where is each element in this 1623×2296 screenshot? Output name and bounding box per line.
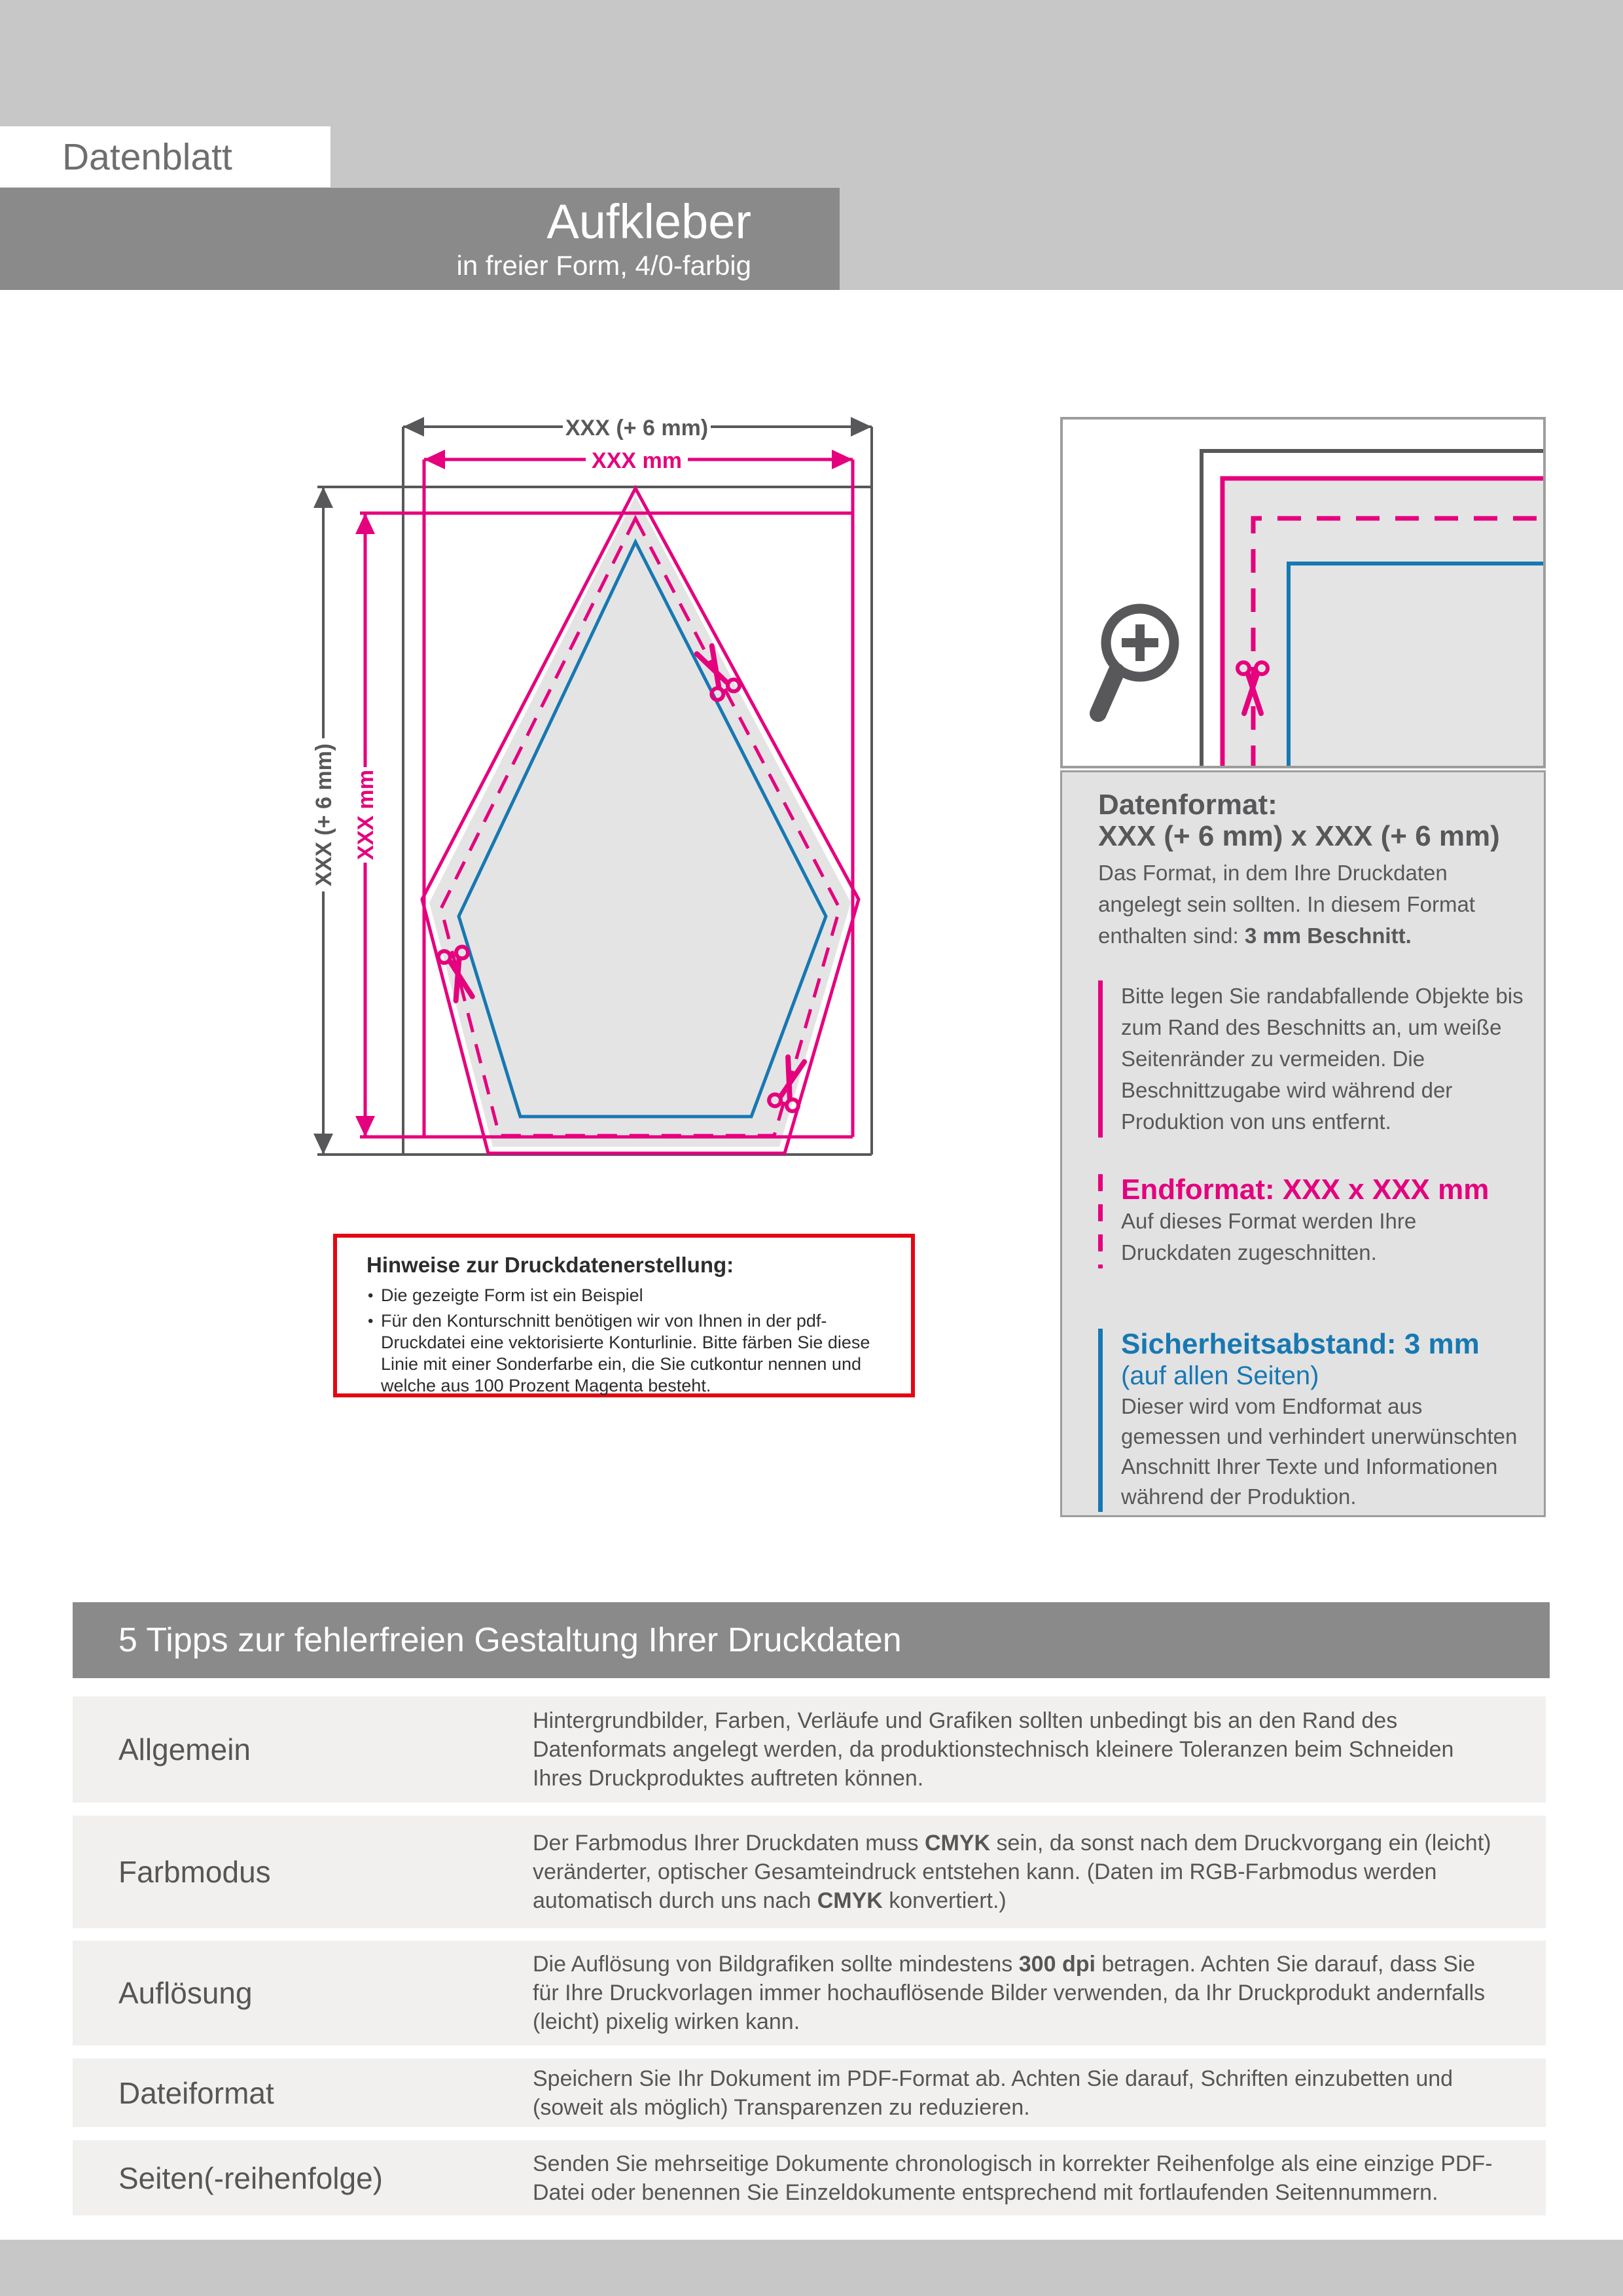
safety-description: Dieser wird vom Endformat aus gemessen und verhindert unerwünschten Anschnitt Ihrer Texte und Informationen während der Produktion. [1121,1394,1518,1509]
bleed-note-text: Bitte legen Sie randabfallende Objekte bis zum Rand des Beschnitts an, um weiße Seitenränder zu vermeiden. Die Beschnittzugabe wird während der Produktion von uns entfernt. [1121,984,1524,1134]
footer-band [0,2240,1623,2296]
page-subtitle: in freier Form, 4/0-farbig [456,250,751,281]
magenta-dashed-bar [1098,1174,1103,1268]
tip-label: Farbmodus [118,1855,271,1889]
datenformat-title: Datenformat: [1098,789,1277,821]
tip-label: Auflösung [118,1976,253,2010]
datenblatt-tab [0,126,330,187]
tip-text: Die Auflösung von Bildgrafiken sollte mindestens 300 dpi betragen. Achten Sie darauf, dass Sie für Ihre Druckvorlagen immer hochauflösende Bilder verwenden, da Ihr Druckprodukt andernfalls (leicht) pixelig wirken kann. [533,1952,1486,2034]
datenformat-description: Das Format, in dem Ihre Druckdaten angelegt sein sollten. In diesem Format enthalten sind: 3 mm Beschnitt. [1098,861,1475,948]
product-title-band [0,188,840,290]
tip-label: Allgemein [118,1732,251,1767]
notes-item: • Für den Konturschnitt benötigen wir von Ihnen in der pdf-Druckdatei eine vektorisierte Konturlinie. Bitte färben Sie diese Linie mit einer Sonderfarbe ein, die Sie cutkontur nennen und welche aus 100 Prozent Magenta besteht. [366,1310,891,1397]
height-dimension-inner [353,513,378,1137]
safety-subtitle: (auf allen Seiten) [1121,1361,1319,1390]
tip-label: Seiten(-reihenfolge) [118,2161,383,2195]
tip-row-allgemein [73,1696,1546,1803]
tip-text: Hintergrundbilder, Farben, Verläufe und Grafiken sollten unbedingt bis an den Rand des Datenformats angelegt werden, da produktionstechnisch kleinere Toleranzen beim Schneiden Ihres Druckproduktes auftreten können. [533,1708,1454,1791]
width-outer-label: XXX (+ 6 mm) [565,416,709,440]
height-dimension-outer [312,487,336,1155]
format-info-panel [1060,770,1546,1517]
magenta-bar [1098,980,1103,1138]
width-dimension-outer [403,416,872,440]
artwork-area [1225,481,1543,766]
safety-block [1098,1329,1525,1512]
blue-bar [1098,1329,1103,1512]
tip-text: Senden Sie mehrseitige Dokumente chronologisch in korrekter Reihenfolge als eine einzige PDF-Datei oder benennen Sie Einzeldokumente entsprechend mit fortlaufenden Seitennummern. [533,2151,1493,2205]
sticker-shape-artwork-fill [429,496,851,1147]
notes-list [366,1285,891,1397]
height-inner-label: XXX mm [353,770,378,860]
endformat-title: Endformat: XXX x XXX mm [1121,1174,1489,1206]
tip-text: Speichern Sie Ihr Dokument im PDF-Format ab. Achten Sie darauf, Schriften einzubetten und (soweit als möglich) Transparenzen zu reduzieren. [533,2066,1454,2120]
print-data-notes-box [333,1234,915,1397]
endformat-block [1098,1174,1525,1268]
datenblatt-label: Datenblatt [62,135,232,178]
tip-label: Dateiformat [118,2075,274,2110]
page-title: Aufkleber [546,194,751,249]
notes-title: Hinweise zur Druckdatenerstellung: [366,1253,734,1277]
tip-row-seitenreihenfolge [73,2140,1546,2215]
notes-item: • Die gezeigte Form ist ein Beispiel [366,1285,891,1306]
corner-zoom-graphic [1063,420,1543,766]
tip-row-dateiformat [73,2058,1546,2127]
datenformat-value: XXX (+ 6 mm) x XXX (+ 6 mm) [1098,820,1500,852]
tips-header-band [73,1602,1550,1678]
tip-row-aufloesung [73,1941,1546,2045]
magnifier-icon [1098,609,1174,713]
height-outer-label: XXX (+ 6 mm) [312,743,336,887]
tip-row-farbmodus [73,1816,1546,1928]
tip-text: Der Farbmodus Ihrer Druckdaten muss CMYK sein, da sonst nach dem Druckvorgang ein (leicht) veränderter, optischer Gesamteindruck entstehen kann. (Daten im RGB-Farbmodus werden automatisch durch uns nach CMYK konvertiert.) [533,1831,1491,1913]
tips-title: 5 Tipps zur fehlerfreien Gestaltung Ihrer Druckdaten [118,1621,902,1659]
width-inner-label: XXX mm [592,448,682,473]
format-diagram [275,386,955,1178]
safety-title: Sicherheitsabstand: 3 mm [1121,1328,1480,1360]
corner-zoom-box [1060,417,1546,768]
bleed-note-block [1098,980,1525,1138]
width-dimension-inner [424,448,853,473]
endformat-description: Auf dieses Format werden Ihre Druckdaten zugeschnitten. [1121,1209,1417,1265]
